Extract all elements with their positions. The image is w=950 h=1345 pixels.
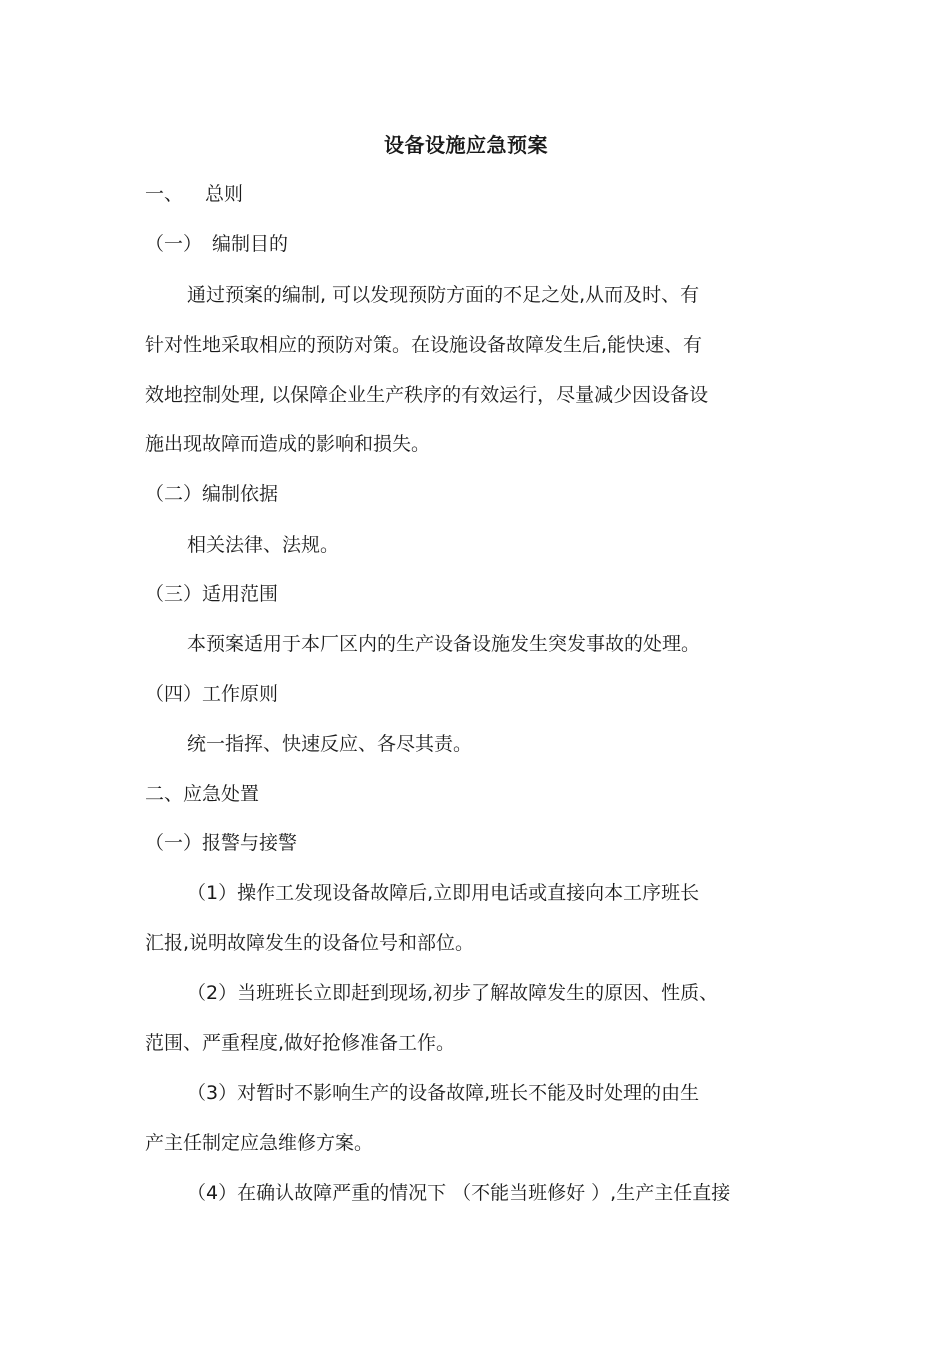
section-number: 一、 xyxy=(145,183,184,205)
paragraph-line: 本预案适用于本厂区内的生产设备设施发生突发事故的处理。 xyxy=(187,633,701,655)
section-heading-response: 二、应急处置 xyxy=(145,783,260,805)
subsection-title: 编制目的 xyxy=(212,233,289,255)
list-item-line: 范围、严重程度,做好抢修准备工作。 xyxy=(145,1032,456,1054)
subsection-heading-principles: （四）工作原则 xyxy=(145,683,279,705)
paragraph-line: 针对性地采取相应的预防对策。在设施设备故障发生后,能快速、有 xyxy=(145,334,703,356)
list-item-line: 汇报,说明故障发生的设备位号和部位。 xyxy=(145,932,475,954)
paragraph-line: 效地控制处理, 以保障企业生产秩序的有效运行，尽量减少因设备设 xyxy=(145,384,709,406)
subsection-heading-alarm: （一）报警与接警 xyxy=(145,832,298,854)
list-item-line: 产主任制定应急维修方案。 xyxy=(145,1132,374,1154)
section-title: 总则 xyxy=(205,183,244,205)
section-heading-general xyxy=(145,181,243,207)
paragraph-line: 统一指挥、快速反应、各尽其责。 xyxy=(187,733,473,755)
document-title: 设备设施应急预案 xyxy=(384,133,548,157)
list-item-line: （4）在确认故障严重的情况下 （不能当班修好 ）,生产主任直接 xyxy=(187,1182,731,1204)
subsection-number: （一） xyxy=(145,233,203,255)
list-item-line: （2）当班班长立即赶到现场,初步了解故障发生的原因、性质、 xyxy=(187,982,719,1004)
subsection-heading-purpose xyxy=(145,231,288,257)
list-item-line: （1）操作工发现设备故障后,立即用电话或直接向本工序班长 xyxy=(187,882,700,904)
subsection-heading-scope: （三）适用范围 xyxy=(145,583,279,605)
list-item-line: （3）对暂时不影响生产的设备故障,班长不能及时处理的由生 xyxy=(187,1082,700,1104)
paragraph-line: 相关法律、法规。 xyxy=(187,534,340,556)
paragraph-line: 施出现故障而造成的影响和损失。 xyxy=(145,433,431,455)
subsection-heading-basis: （二）编制依据 xyxy=(145,483,279,505)
paragraph-line: 通过预案的编制, 可以发现预防方面的不足之处,从而及时、有 xyxy=(187,284,700,306)
